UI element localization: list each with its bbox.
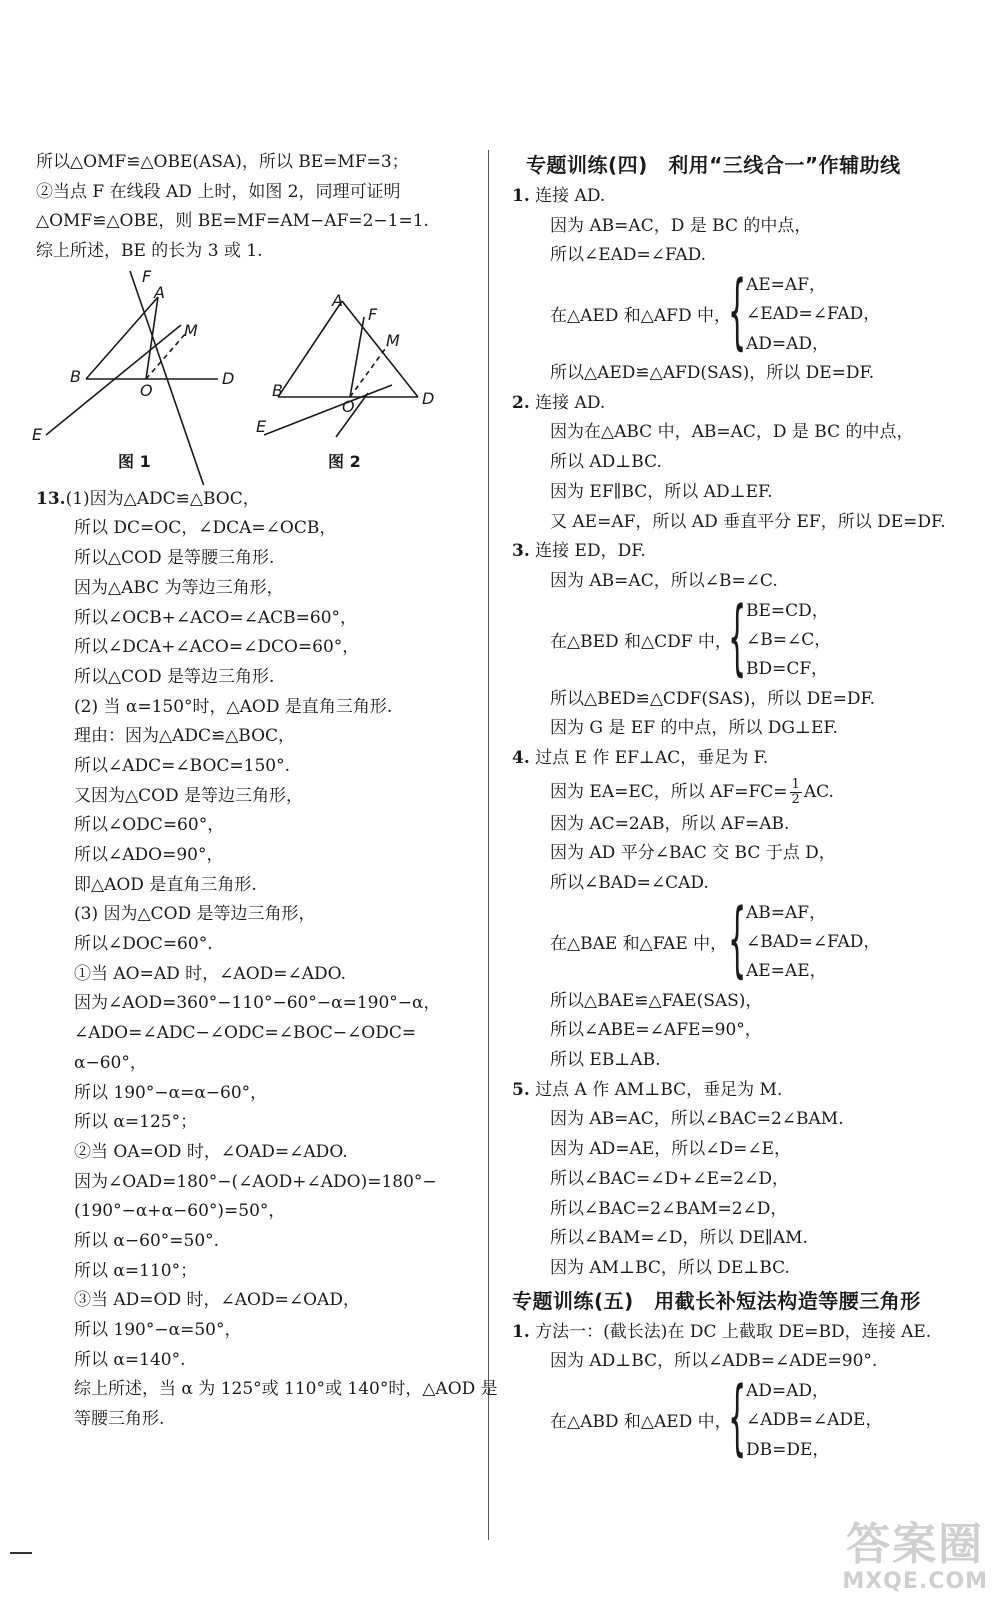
text-line: 所以 α=140°. [74,1349,186,1370]
equation-system [512,264,972,360]
text-line: ∠ADO=∠ADC−∠ODC=∠BOC−∠ODC= [74,1023,417,1044]
system-row: ∠B=∠C， [746,629,832,650]
text-line: 因为 AC=2AB，所以 AF=AB. [550,813,790,834]
brace-icon: { [728,891,747,987]
text-line: 所以∠ODC=60°， [74,815,225,836]
text-line: 等腰三角形. [74,1409,165,1430]
system-row: AB=AF， [746,902,827,923]
text-line: 所以△COD 是等边三角形. [74,666,275,687]
page-corner-mark [10,1552,32,1554]
text-line: 所以 α−60°=50°. [74,1230,220,1251]
problem-13-first-line [36,485,476,515]
column-divider [488,150,489,1540]
text-line: 综上所述，当 α 为 125°或 110°或 140°时，△AOD 是 [74,1379,498,1400]
system-row: ∠BAD=∠FAD， [746,931,881,952]
watermark-text: 答案圈 [846,1519,985,1570]
text-line: 所以∠BAC=2∠BAM=2∠D， [550,1198,788,1219]
fig2-line-OF [350,317,364,397]
text-line: (3) 因为△COD 是等边三角形， [74,904,316,925]
fig1-label-B: B [70,366,81,386]
text-line: 所以 DC=OC，∠DCA=∠OCB， [74,518,337,539]
text-line: △OMF≌△OBE，则 BE=MF=AM−AF=2−1=1. [36,211,429,232]
text-line: 所以 AD⊥BC. [550,452,662,473]
problem-number: 3. [512,541,530,562]
problem-number: 1. [512,186,530,206]
text-line: 所以∠EAD=∠FAD. [550,245,707,266]
text-line: 所以∠ABE=∠AFE=90°， [550,1020,762,1041]
problem-4-first-line [512,744,972,774]
left-column [32,148,498,1435]
text-line: 所以△OMF≌△OBE(ASA)，所以 BE=MF=3； [36,152,409,172]
text-line: 所以∠BAM=∠D，所以 DE∥AM. [550,1228,808,1249]
text-line: 所以 190°−α=α−60°， [74,1082,268,1103]
fig1-label-M: M [184,320,198,340]
system-row: AD=AD， [746,1380,830,1401]
system-row: ∠EAD=∠FAD， [746,304,881,325]
text-line: 因为 AD=AE，所以∠D=∠E， [550,1139,792,1160]
text-line: 所以∠DOC=60°. [74,934,213,955]
system-row: BD=CF， [746,659,829,680]
text-line: 连接 ED，DF. [535,541,646,562]
equation-system [512,589,972,685]
text-line: 因为 AM⊥BC，所以 DE⊥BC. [550,1257,790,1278]
problem-13-lines [36,514,498,1434]
text-line: 因为 AD⊥BC，所以∠ADB=∠ADE=90°. [550,1351,878,1372]
text-line: 所以 α=125°； [74,1112,198,1133]
text-line: 过点 E 作 EF⊥AC，垂足为 F. [535,747,769,768]
text-line: 过点 A 作 AM⊥BC，垂足为 M. [535,1079,783,1100]
text-line: (1)因为△ADC≌△BOC， [65,488,260,509]
text-line: 因为 G 是 EF 的中点，所以 DG⊥EF. [550,718,838,739]
section-title-5: 专题训练(五) 用截长补短法构造等腰三角形 [512,1288,921,1313]
problem-number: 2. [512,392,530,413]
fig1-line-EF [46,325,181,435]
text-line: 因为在△ABC 中，AB=AC，D 是 BC 的中点， [550,422,914,443]
text-segment: 因为 EA=EC，所以 AF=FC= [550,781,788,802]
fraction-line [512,774,972,810]
system-prefix: 在△BED 和△CDF 中， [550,631,732,652]
geometry-figures [36,267,476,485]
text-line: (2) 当 α=150°时，△AOD 是直角三角形. [74,696,393,717]
fig1-label-F: F [142,266,152,286]
figure1-caption: 图 1 [118,451,151,471]
text-line: 连接 AD. [535,186,606,206]
text-line: 又 AE=AF，所以 AD 垂直平分 EF，所以 DE=DF. [550,511,946,532]
fraction [790,778,802,807]
text-line: 所以∠ADO=90°， [74,845,224,865]
brace-icon: { [728,264,747,360]
fraction-denominator: 2 [791,791,800,807]
text-line: 所以∠OCB+∠ACO=∠ACB=60°， [74,607,358,628]
system-row: ∠ADB=∠ADE， [746,1410,883,1431]
text-line: ②当 OA=OD 时，∠OAD=∠ADO. [74,1141,348,1162]
brace-icon: { [728,1369,747,1465]
section-title-4: 专题训练(四) 利用“三线合一”作辅助线 [526,153,901,177]
text-line: 所以△COD 是等腰三角形. [74,548,275,569]
brace-icon: { [728,589,747,685]
text-line: 所以∠BAD=∠CAD. [550,873,709,893]
fig1-label-D: D [222,368,235,388]
system-prefix: 在△ABD 和△AED 中， [550,1411,732,1432]
fig2-label-D: D [422,388,435,408]
text-line: 因为 AD 平分∠BAC 交 BC 于点 D， [550,843,836,864]
watermark-logo [842,1521,988,1594]
system-prefix: 在△BAE 和△FAE 中， [550,933,728,954]
figure2-caption: 图 2 [328,451,361,471]
text-line: 因为 EF∥BC，所以 AD⊥EF. [550,481,773,502]
text-line: 所以∠DCA+∠ACO=∠DCO=60°， [74,637,360,658]
fig2-label-E: E [256,416,267,436]
system-row: AD=AD， [746,333,830,354]
system-row: DB=DE， [746,1439,830,1460]
text-line: ②当点 F 在线段 AD 上时，如图 2，同理可证明 [36,181,401,202]
fig1-label-A: A [154,282,165,302]
text-line: 综上所述，BE 的长为 3 或 1. [36,241,263,262]
text-line: 因为∠AOD=360°−110°−60°−α=190°−α， [74,993,441,1014]
text-line: 又因为△COD 是等边三角形， [74,785,304,806]
fig1-label-O: O [140,380,153,400]
problem-number: 4. [512,747,530,768]
fig2-label-A: A [332,290,343,310]
text-line: 即△AOD 是直角三角形. [74,874,257,895]
fraction-numerator: 1 [791,776,800,792]
problem-number: 1. [512,1321,530,1342]
problem-2-first-line [512,389,972,419]
system-row: AE=AE， [746,961,827,982]
text-line: 方法一：(截长法)在 DC 上截取 DE=BD，连接 AE. [535,1321,932,1342]
right-column [512,148,972,1465]
text-line: ①当 AO=AD 时，∠AOD=∠ADO. [74,963,346,984]
text-line: 连接 AD. [535,392,606,413]
text-line: 因为∠OAD=180°−(∠AOD+∠ADO)=180°− [74,1171,437,1192]
fig2-label-O: O [342,396,355,416]
fig2-line-AB [278,301,342,397]
fig2-label-F: F [368,304,378,324]
text-line: (190°−α+α−60°)=50°， [74,1201,286,1222]
system-prefix: 在△AED 和△AFD 中， [550,306,731,327]
text-line: 因为△ABC 为等边三角形， [74,577,284,598]
equation-system [512,1369,972,1465]
problem-number: 13. [36,488,66,509]
fig2-line-AD [342,301,418,397]
equation-system [512,891,972,987]
problem-1-first-line [512,182,972,212]
text-line: ③当 AD=OD 时，∠AOD=∠OAD， [74,1290,360,1311]
text-line: 所以 α=110°； [74,1260,198,1281]
text-line: 所以∠ADC=∠BOC=150°. [74,755,290,776]
problem-5-first-line [512,1076,972,1106]
fig2-label-M: M [386,330,400,350]
text-segment: AC. [803,781,834,802]
text-line: 所以 190°−α=50°， [74,1320,242,1340]
section5-problem-1-first-line [512,1318,972,1348]
text-line: 因为 AB=AC，所以∠BAC=2∠BAM. [550,1109,844,1130]
fig1-label-E: E [32,424,43,444]
text-line: 理由：因为△ADC≌△BOC， [74,726,296,747]
problem-number: 5. [512,1079,530,1100]
system-row: AE=AF， [746,275,827,296]
fig2-label-B: B [272,380,283,400]
text-line: 所以 EB⊥AB. [550,1050,661,1071]
text-line: 所以△BAE≌△FAE(SAS)， [550,990,763,1011]
system-row: BE=CD， [746,600,829,621]
text-line: 所以△BED≌△CDF(SAS)，所以 DE=DF. [550,688,876,709]
text-line: 因为 AB=AC，D 是 BC 的中点， [550,215,812,236]
text-line: α−60°， [74,1052,147,1073]
text-line: 所以△AED≌△AFD(SAS)，所以 DE=DF. [550,363,875,384]
text-line: 所以∠BAC=∠D+∠E=2∠D， [550,1168,789,1189]
text-line: 因为 AB=AC，所以∠B=∠C. [550,570,778,591]
watermark-url: MXQE.COM [842,1569,988,1594]
fig2-line-EO [264,385,392,435]
problem-3-first-line [512,537,972,567]
figures-area [32,266,476,485]
